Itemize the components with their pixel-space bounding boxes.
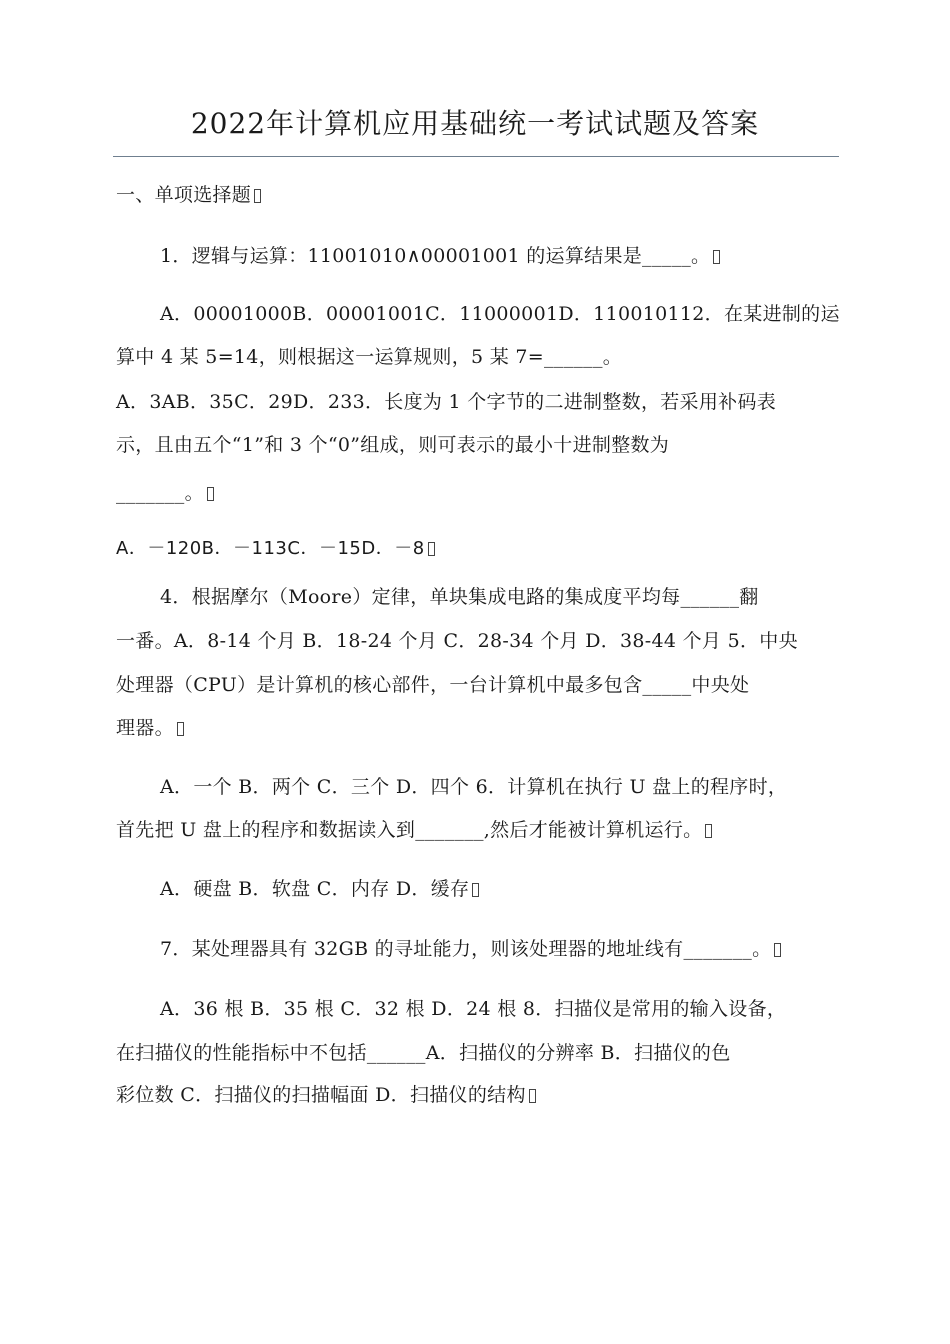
answer-line: A．－120B．－113C．－15D．－8 <box>116 536 846 562</box>
answer-line: A．36 根 B．35 根 C．32 根 D．24 根 8．扫描仪是常用的输入设备， <box>160 998 787 1020</box>
paragraph-mark-icon <box>472 883 479 897</box>
question-1: 1．逻辑与运算：11001010∧00001001 的运算结果是_____。 <box>160 243 890 269</box>
paragraph-mark-icon <box>428 542 435 556</box>
question-line: 一番。A．8-14 个月 B．18-24 个月 C．28-34 个月 D．38-44 个月 5．中央 <box>116 630 798 652</box>
page-title: 2022年计算机应用基础统一考试试题及答案 <box>190 107 760 140</box>
question-line: 处理器（CPU）是计算机的核心部件，一台计算机中最多包含_____中央处 <box>116 674 750 696</box>
question-4: 4．根据摩尔（Moore）定律，单块集成电路的集成度平均每______翻 <box>160 586 759 608</box>
paragraph-mark-icon <box>529 1089 536 1103</box>
answer-line: 彩位数 C．扫描仪的扫描幅面 D．扫描仪的结构 <box>116 1082 846 1108</box>
section-heading: 一、单项选择题 <box>116 182 846 208</box>
paragraph-mark-icon <box>254 189 261 203</box>
answer-line: A．硬盘 B．软盘 C．内存 D．缓存 <box>160 876 890 902</box>
paragraph-mark-icon <box>207 487 214 501</box>
paragraph-mark-icon <box>705 824 712 838</box>
answer-line: A．00001000B．00001001C．11000001D．110010112．在某进制的运 <box>160 303 840 325</box>
question-line: 理器。 <box>116 715 846 741</box>
answer-line: A．3AB．35C．29D．233．长度为 1 个字节的二进制整数，若采用补码表 <box>116 391 777 413</box>
question-line: 算中 4 某 5=14，则根据这一运算规则，5 某 7=______。 <box>116 346 623 368</box>
question-blank: _______。 <box>116 480 846 506</box>
question-line: 在扫描仪的性能指标中不包括______A．扫描仪的分辨率 B．扫描仪的色 <box>116 1042 731 1064</box>
paragraph-mark-icon <box>177 722 184 736</box>
question-7: 7．某处理器具有 32GB 的寻址能力，则该处理器的地址线有_______。 <box>160 936 890 962</box>
answer-line: A．一个 B．两个 C．三个 D．四个 6．计算机在执行 U 盘上的程序时， <box>160 776 788 798</box>
question-line: 示，且由五个“1”和 3 个“0”组成，则可表示的最小十进制整数为 <box>116 434 670 456</box>
question-line: 首先把 U 盘上的程序和数据读入到_______,然后才能被计算机运行。 <box>116 817 846 843</box>
paragraph-mark-icon <box>774 943 781 957</box>
title-divider <box>113 156 839 157</box>
paragraph-mark-icon <box>713 250 720 264</box>
